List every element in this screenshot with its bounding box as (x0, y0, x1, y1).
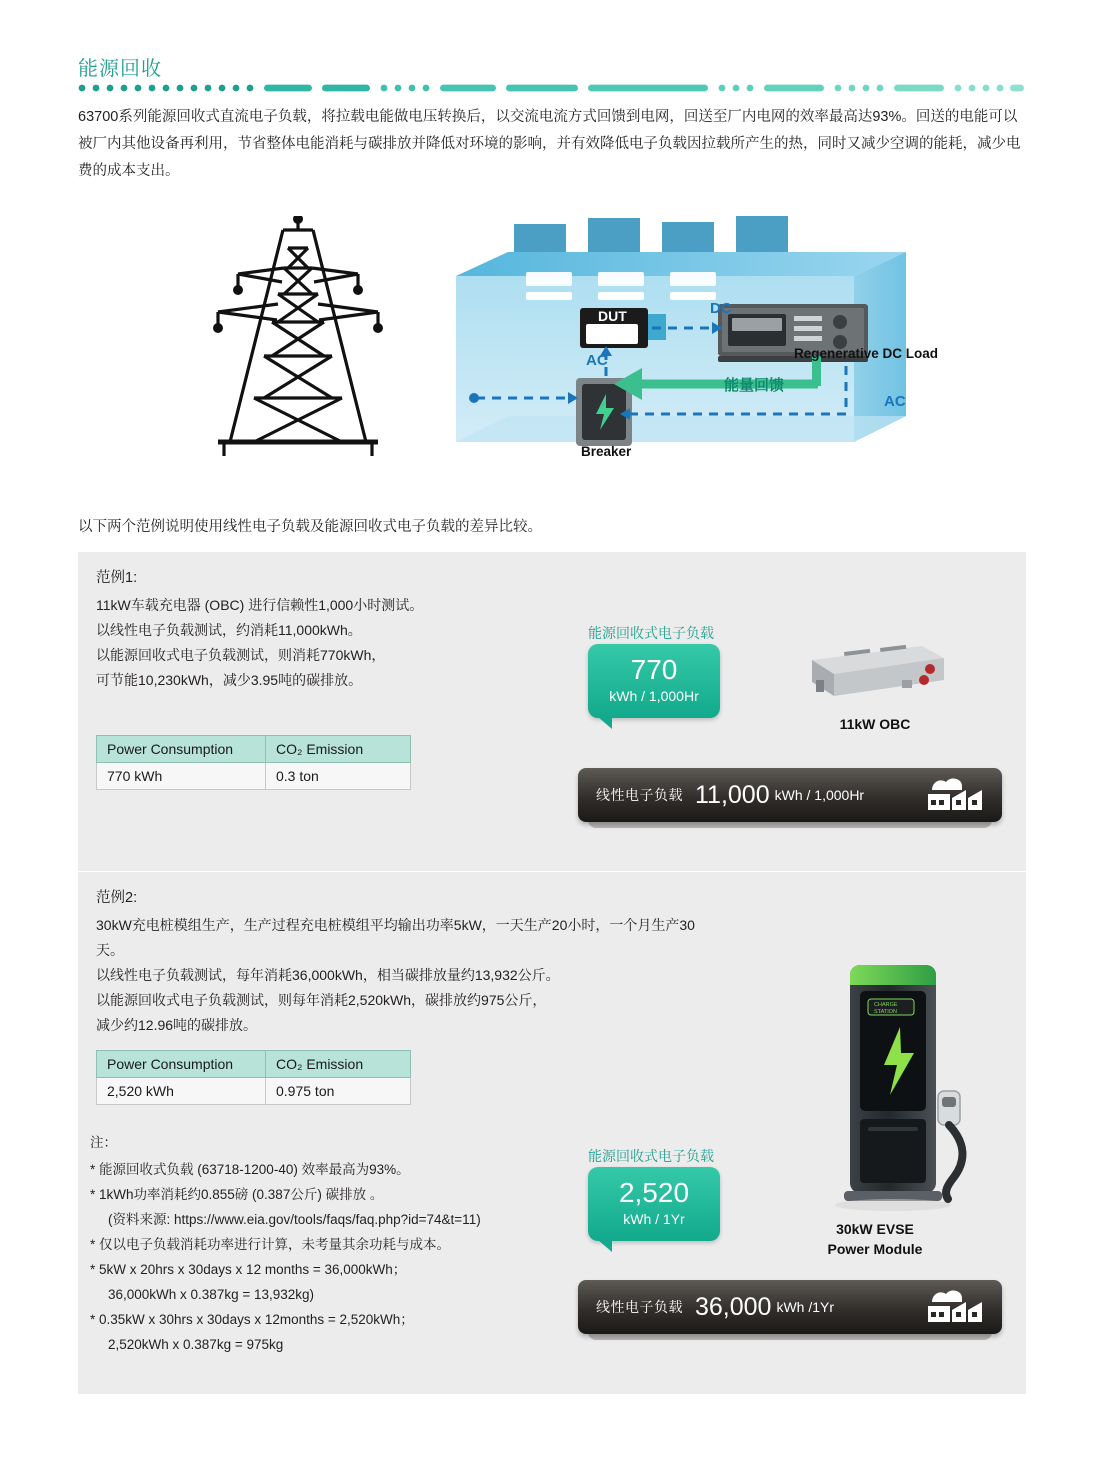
example-1-line-4: 可节能10,230kWh，减少3.95吨的碳排放。 (96, 672, 363, 688)
evse-caption-line-2: Power Module (827, 1241, 923, 1257)
note-3: (资料来源: https://www.eia.gov/tools/faqs/faq.php?id=74&t=11) (108, 1212, 481, 1227)
system-diagram (78, 196, 1026, 486)
example-2-line-2: 以线性电子负载测试，每年消耗36,000kWh，相当碳排放量约13,932公斤。 (96, 967, 560, 983)
example-2-table (96, 1050, 411, 1105)
table-cell-power: 2,520 kWh (97, 1078, 266, 1105)
dc-label: DC (710, 300, 732, 317)
comparison-caption: 以下两个范例说明使用线性电子负载及能源回收式电子负载的差异比较。 (78, 519, 542, 535)
transmission-tower-icon (178, 216, 418, 466)
example-1-bubble-unit: kWh / 1,000Hr (609, 688, 699, 704)
example-2-bubble-unit: kWh / 1Yr (623, 1211, 685, 1227)
note-1: * 能源回收式负载 (63718-1200-40) 效率最高为93%。 (90, 1162, 410, 1177)
note-2: * 1kWh功率消耗约0.855磅 (0.387公斤) 碳排放 。 (90, 1187, 384, 1202)
example-1-regenerative-bubble (588, 644, 720, 718)
example-2-linear-bar (578, 1280, 1002, 1334)
table-header-power: Power Consumption (97, 1051, 266, 1078)
example-2-regenerative-bubble (588, 1167, 720, 1241)
table-row (97, 763, 411, 790)
example-2-regenerative-label: 能源回收式电子负载 (588, 1148, 714, 1164)
example-1-line-3: 以能源回收式电子负载测试，则消耗770kWh， (96, 647, 386, 663)
evse-caption-line-1: 30kW EVSE (836, 1221, 914, 1237)
example-1-bar-value: 11,000 (695, 780, 770, 809)
svg-text:STATION: STATION (874, 1009, 898, 1015)
intro-paragraph: 63700系列能源回收式直流电子负载，将拉载电能做电压转换后，以交流电流方式回馈到电网，回送至厂内电网的效率最高达93%。回送的电能可以被厂内其他设备再利用，节省整体电能消耗与碳排放并降低对环境的影响，并有效降低电子负载因拉载所产生的热，同时又减少空调的能耗，减少电费的成本支出。 (78, 109, 1021, 179)
example-1-regenerative-label: 能源回收式电子负载 (588, 625, 714, 641)
factory-icon (926, 776, 988, 814)
notes-title: 注： (90, 1135, 117, 1150)
table-cell-co2: 0.975 ton (266, 1078, 411, 1105)
energy-feedback-label: 能量回馈 (724, 377, 785, 394)
dot-rule-svg (78, 83, 1026, 93)
factory-room-illustration (446, 216, 916, 466)
table-header-row (97, 1051, 411, 1078)
factory-icon (926, 1288, 988, 1326)
obc-product-image (802, 636, 948, 710)
example-2-bar-unit: kWh /1Yr (776, 1299, 835, 1315)
example-2-bar-label: 线性电子负载 (596, 1299, 683, 1315)
table-header-co2: CO₂ Emission (266, 1051, 411, 1078)
dut-label: DUT (598, 308, 627, 324)
page-title: 能源回收 (78, 58, 162, 80)
note-6: 36,000kWh x 0.387kg = 13,932kg) (108, 1287, 315, 1302)
table-header-power: Power Consumption (97, 736, 266, 763)
note-8: 2,520kWh x 0.387kg = 975kg (108, 1337, 284, 1352)
example-2-line-4: 减少约12.96吨的碳排放。 (96, 1017, 258, 1033)
note-7: * 0.35kW x 30hrs x 30days x 12months = 2,520kWh； (90, 1312, 414, 1327)
example-2-bubble-value: 2,520 (618, 1177, 690, 1208)
table-header-row (97, 736, 411, 763)
table-row (97, 1078, 411, 1105)
note-4: * 仅以电子负载消耗功率进行计算，未考量其余功耗与成本。 (90, 1237, 451, 1252)
example-1-bar-label: 线性电子负载 (596, 787, 683, 803)
example-1-table (96, 735, 411, 790)
ac-label-left: AC (586, 352, 608, 369)
example-1-line-2: 以线性电子负载测试，约消耗11,000kWh。 (96, 622, 362, 638)
example-1-bubble-value: 770 (630, 654, 678, 685)
example-1-line-1: 11kW车载充电器 (OBC) 进行信赖性1,000小时测试。 (96, 597, 424, 613)
svg-text:CHARGE: CHARGE (874, 1002, 898, 1008)
example-2-line-1: 30kW充电桩模组生产，生产过程充电桩模组平均输出功率5kW，一天生产20小时，一个月生产30天。 (96, 917, 695, 958)
note-5: * 5kW x 20hrs x 30days x 12 months = 36,000kWh； (90, 1262, 407, 1277)
evse-caption (780, 1219, 970, 1259)
table-header-co2: CO₂ Emission (266, 736, 411, 763)
evse-product-image (816, 955, 996, 1211)
example-1-linear-bar (578, 768, 1002, 822)
example-1-bar-unit: kWh / 1,000Hr (774, 787, 865, 803)
example-1-text (96, 566, 576, 693)
panel-divider (78, 871, 1026, 872)
example-2-text (96, 886, 716, 1038)
notes-block (90, 1130, 610, 1357)
decorative-dot-rule (78, 84, 1026, 92)
obc-caption: 11kW OBC (839, 716, 911, 732)
table-cell-power: 770 kWh (97, 763, 266, 790)
regenerative-dc-load-label: Regenerative DC Load (794, 346, 939, 361)
example-2-title: 范例2: (96, 890, 138, 906)
breaker-label: Breaker (581, 444, 632, 459)
example-2-line-3: 以能源回收式电子负载测试，则每年消耗2,520kWh，碳排放约975公斤， (96, 992, 547, 1008)
example-1-title: 范例1: (96, 570, 138, 586)
example-2-bar-value: 36,000 (695, 1292, 772, 1321)
ac-label-right: AC (884, 393, 906, 410)
table-cell-co2: 0.3 ton (266, 763, 411, 790)
